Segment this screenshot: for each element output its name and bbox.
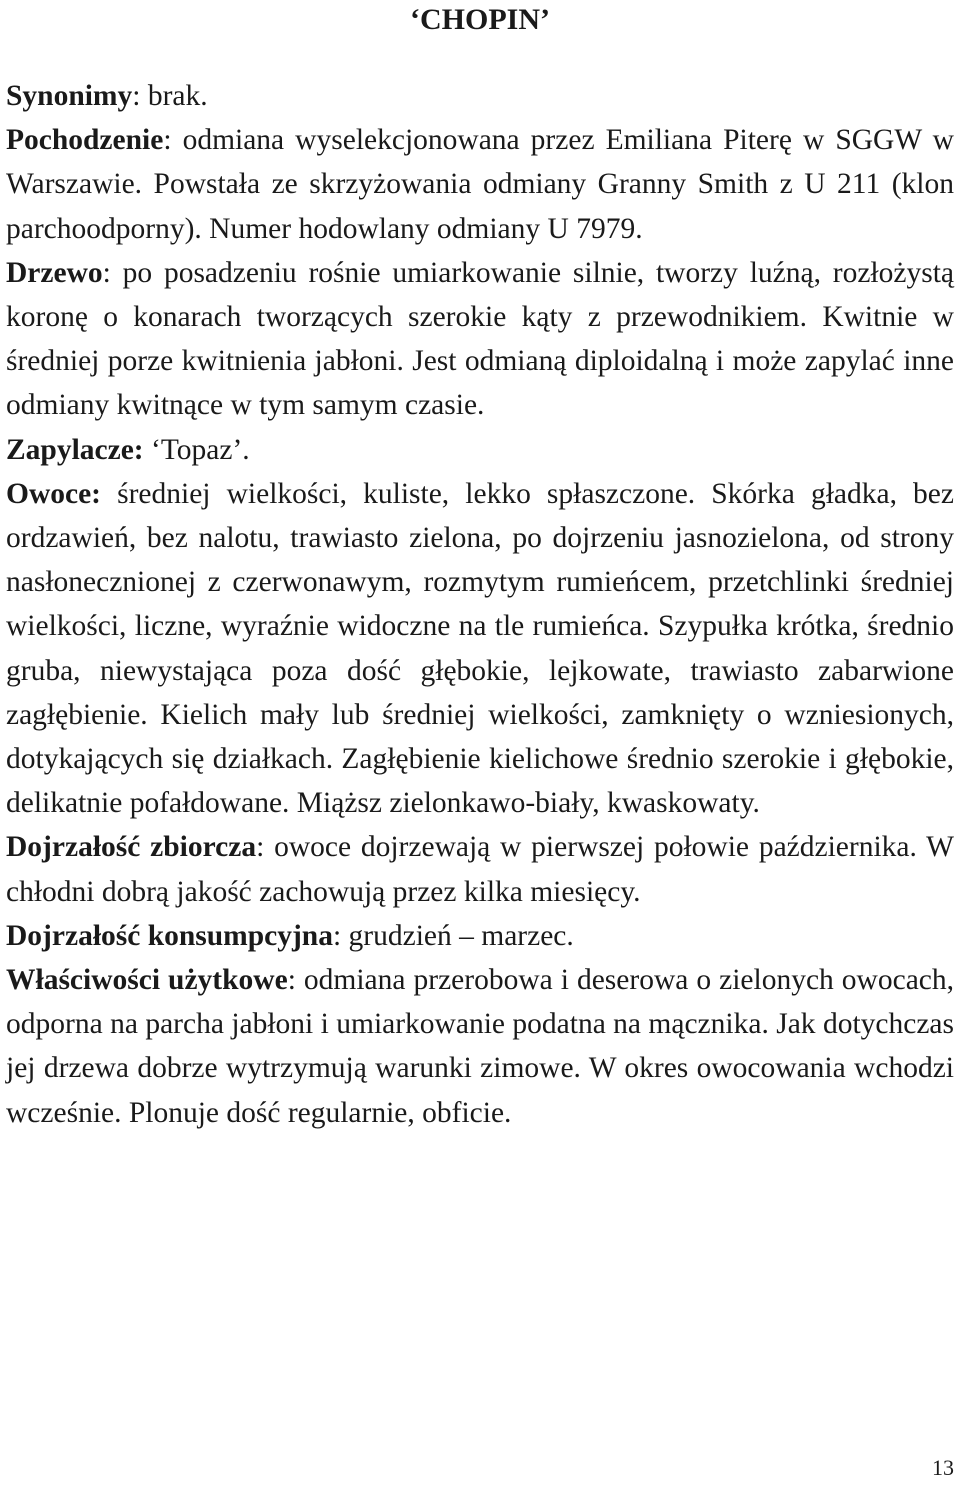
section-text: owoce dojrzewają w pierwszej połowie października. W chłodni dobrą jakość zachowują przez kilka miesięcy.	[6, 831, 954, 908]
section-dojrzalosc-zbiorcza	[6, 825, 954, 913]
section-text: brak.	[147, 80, 208, 112]
section-separator: :	[287, 964, 304, 997]
section-text: średniej wielkości, kuliste, lekko spłaszczone. Skórka gładka, bez ordzawień, bez nalotu, trawiasto zielona, po dojrzeniu jasnozielona, od strony nasłonecznionej z czerwonawym, rozmytym rumieńcem, przetchlinki średniej wielkości, liczne, wyraźnie widoczne na tle rumieńca. Szypułka krótka, średnio gruba, niewystająca poza dość głębokie, lejkowate, trawiasto zabarwione zagłębienie. Kielich mały lub średniej wielkości, zamknięty o wzniesionych, dotykających się działkach. Zagłębienie kielichowe średnio szerokie i głębokie, delikatnie pofałdowane. Miąższ zielonkawo-biały, kwaskowaty.	[6, 477, 954, 820]
section-text: odmiana wyselekcjonowana przez Emiliana Piterę w SGGW w Warszawie. Powstała ze skrzyżowania odmiany Granny Smith z U 211 (klon parchoodporny). Numer hodowlany odmiany U 7979.	[6, 124, 954, 245]
section-separator: :	[163, 124, 183, 157]
section-label: Dojrzałość konsumpcyjna	[6, 919, 333, 952]
section-separator	[144, 434, 151, 466]
section-drzewo	[6, 251, 954, 428]
section-separator	[101, 478, 117, 510]
section-text: odmiana przerobowa i deserowa o zielonych owocach, odporna na parcha jabłoni i umiarkowanie podatna na mącznika. Jak dotychczas jej drzewa dobrze wytrzymują warunki zimowe. W okres owocowania wchodzi wcześnie. Plonuje dość regularnie, obficie.	[6, 964, 955, 1129]
section-zapylacze	[6, 428, 954, 472]
section-label: Właściwości użytkowe	[6, 964, 288, 997]
section-text: po posadzeniu rośnie umiarkowanie silnie, tworzy luźną, rozłożystą koronę o konarach tworzących szerokie kąty z przewodnikiem. Kwitnie w średniej porze kwitnienia jabłoni. Jest odmianą diploidalną i może zapylać inne odmiany kwitnące w tym samym czasie.	[6, 256, 954, 422]
section-label: Dojrzałość zbiorcza	[6, 831, 257, 864]
section-text: grudzień – marzec.	[348, 919, 574, 952]
section-dojrzalosc-konsumpcyjna	[6, 914, 954, 958]
section-separator: :	[132, 80, 148, 112]
section-synonimy	[6, 74, 954, 118]
variety-description	[6, 74, 954, 1135]
section-label: Owoce:	[6, 477, 102, 510]
section-separator: :	[332, 919, 349, 952]
section-label: Pochodzenie	[6, 124, 164, 157]
section-label: Synonimy	[6, 80, 133, 112]
section-text: ‘Topaz’.	[151, 433, 250, 466]
section-separator: :	[102, 256, 123, 289]
section-owoce	[6, 472, 954, 826]
section-label: Drzewo	[6, 256, 103, 289]
page-title: ‘CHOPIN’	[410, 3, 550, 36]
section-pochodzenie	[6, 118, 954, 251]
section-label: Zapylacze:	[6, 433, 144, 466]
page-number: 13	[932, 1455, 954, 1480]
section-wlasciwosci-uzytkowe	[6, 958, 954, 1135]
section-separator: :	[256, 831, 275, 864]
